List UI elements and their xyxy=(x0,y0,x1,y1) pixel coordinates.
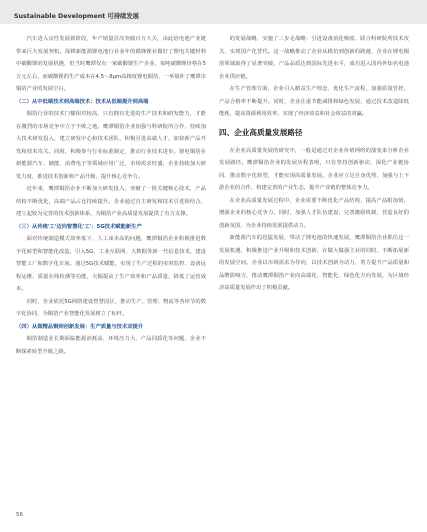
paragraph: 汽车进入良性发展新阶段，年产销量首次突破百万大关，由此给电池产业链带来巨大发展契机。深耕新能源锂电池行业多年的赣锋锂业做好了锂电关键材料中碳酸锂的发展机遇，但当时鹰潭仅有一家碳酸锂生产企业，每吨碳酸锂价格在5万元左右，而碳酸锂的生产成本在4.5～8μm高精度锂电铜箔，一举填补了鹰潭市铜箔产业的发展空白。 xyxy=(16,36,206,92)
paragraph: 的发展战略，实施了三步走战略：引进设备消化吸收、联合科研院所技术攻关、实现国产化替代。这一战略推动了企业从模仿到创新的跨越，企业在锂电铜箔领域取得了显著突破，产品品质达到国际先进水平，成功进入国内外知名电池企业供应链。 xyxy=(219,36,409,80)
left-column xyxy=(16,33,206,358)
page-header xyxy=(0,0,427,24)
header-title: Sustainable Development 可持续发展 xyxy=(14,13,139,20)
paragraph: 面对传统制造模式效率低下、人工成本高的问题，鹰潭铜箔企业积极推进数字化转型和智能化改造，引入5G、工业互联网、大数据等新一代信息技术，建设智能工厂和数字化车间。通过5G技术赋能，实现了生产过程的实时监控、设备远程运维、质量在线检测等功能，大幅提高了生产效率和产品质量，降低了运营成本。 xyxy=(16,236,206,292)
paragraph: 近年来，鹰潭铜箔企业不断加大研发投入，突破了一批关键核心技术，产品结构不断优化，高端产品占比持续提升。企业通过自主研发和技术引进相结合，建立起较为完善的技术创新体系，为铜箔产业高质量发展提供了有力支撑。 xyxy=(16,186,206,217)
page-number: 56 xyxy=(16,512,23,518)
paragraph: 在企业高质量发展的研究中，一般是通过对企业价值网络的演变来分析企业发展路径。鹰潭铜箔企业的发展历程表明，只有坚持创新驱动、深化产业链协同、推动数字化转型，才能实现高质量发展。企业应立足自身优势，加强与上下游企业的合作，构建完善的产业生态，提升产业链的整体竞争力。 xyxy=(219,147,409,191)
paragraph: 同时，企业依托5G网络建设智慧园区，推动生产、管理、物流等各环节的数字化协同，为铜箔产业智能化发展树立了标杆。 xyxy=(16,298,206,317)
chapter-heading: 四、企业高质量发展路径 xyxy=(219,127,303,137)
paragraph: 铜箔制造业长期面临能源消耗高、环境压力大、产品同质化等问题，企业不断探索转型升级之路。 xyxy=(16,336,206,355)
paragraph: 在企业高质量发展过程中，企业需要不断优化产品结构，提高产品附加值，增强企业的核心竞争力。同时，加强人才队伍建设，完善激励机制，营造良好的创新氛围，为企业持续发展提供动力。 xyxy=(219,197,409,229)
right-column xyxy=(219,33,409,295)
paragraph: 在生产管理方面，企业引入精益生产理念，优化生产流程，加强质量管控，产品合格率不断提升。同时，企业注重节能减排和绿色发展，通过技术改造降低能耗，提高资源利用效率，实现了经济效益和社会效益的双赢。 xyxy=(219,86,409,117)
paragraph: 铜箔行业的技术门槛相对较高，只有拥有先进的生产技术和研发能力，才能在激烈的市场竞争中立于不败之地。鹰潭铜箔企业加强与科研院所合作，持续加大技术研发投入，建立研发中心和技术团队，积极引进高端人才，加快新产品开发和技术攻关。同时，积极参与行业标准制定，推动行业技术进步。锂电铜箔在新能源汽车、储能、消费电子等领域应用广泛，市场需求旺盛，企业持续加大研发力度，推进技术创新和产品升级，提升核心竞争力。 xyxy=(16,111,206,180)
paragraph: 新能源汽车的迅猛发展，带动了锂电池的快速发展，鹰潭铜箔企业抓住这一发展机遇，积极推进产业升级和技术创新，在做大做强主业的同时，不断拓展新的发展空间。企业以市场需求为导向，以技术创新为动力，着力提升产品质量和品牌影响力，推动鹰潭铜箔产业向高端化、智能化、绿色化方向发展，为区域经济高质量发展作出了积极贡献。 xyxy=(219,235,409,291)
section-heading: （二）从中低端技术到高端技术：技术从低端提升到高端 xyxy=(16,98,149,105)
section-heading: （三）从传统'工'迈向智慧化'工'：5G技术赋能新生产 xyxy=(16,223,142,230)
section-heading: （四）从做精品铜到创新发展：生产质量与技术双提升 xyxy=(16,323,144,330)
